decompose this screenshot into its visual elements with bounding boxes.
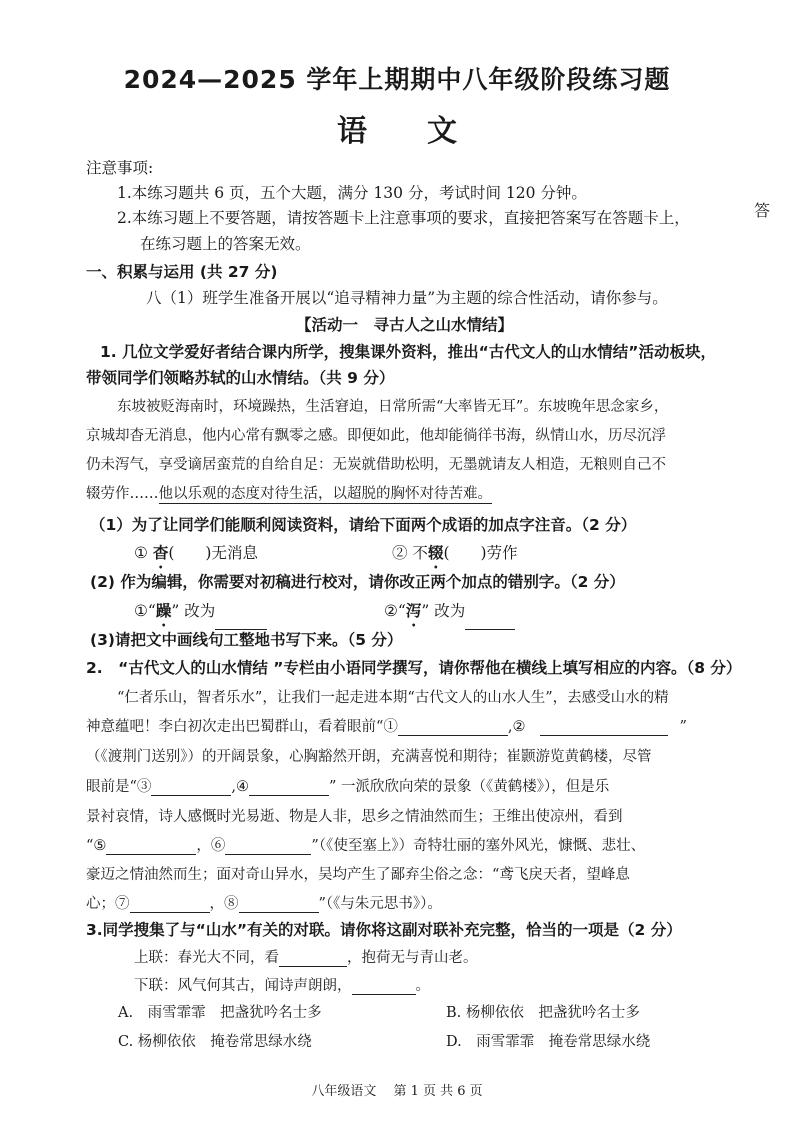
q2-text: ” xyxy=(679,719,687,735)
answer-blank-1[interactable] xyxy=(398,721,508,736)
q3-lower-couplet xyxy=(134,974,430,995)
q3-stem: 3.同学搜集了与“山水”有关的对联。请你将这副对联补充完整，恰当的一项是（2 分） xyxy=(86,921,682,939)
answer-blank-6[interactable] xyxy=(225,840,311,855)
q1-stem: 1. 几位文学爱好者结合课内所学，搜集课外资料，推出“古代文人的山水情结”活动板块， xyxy=(100,343,716,361)
q3-upper-couplet xyxy=(134,946,478,967)
q2-line: （《渡荆门送别》）的开阔景象，心胸豁然开朗，充满喜悦和期待；崔颢游览黄鹤楼，尽管 xyxy=(86,749,652,765)
answer-blank-2[interactable] xyxy=(540,721,668,736)
q2-text: 眼前是“③ xyxy=(86,779,152,795)
item-prefix: ②“ xyxy=(384,602,406,620)
q2-line xyxy=(86,715,687,736)
q2-line xyxy=(86,892,442,913)
q2-line xyxy=(86,834,645,855)
q1-sub-2-item-a xyxy=(134,599,267,630)
idiom-rest: 劳作 xyxy=(486,544,518,562)
answer-blank-3[interactable] xyxy=(151,781,231,796)
notice-item-1: 1.本练习题共 6 页，五个大题，满分 130 分，考试时间 120 分钟。 xyxy=(117,184,587,202)
page-footer: 八年级语文 第 1 页 共 6 页 xyxy=(311,1084,483,1099)
idiom-rest: 无消息 xyxy=(211,544,258,562)
q3-option-c[interactable]: C. 杨柳依依 掩卷常思绿水绕 xyxy=(118,1034,312,1050)
answer-blank-7[interactable] xyxy=(130,898,210,913)
q3-option-b[interactable]: B. 杨柳依依 把盏犹吟名士多 xyxy=(446,1005,640,1021)
answer-blank[interactable] xyxy=(279,952,347,967)
notice-item-2: 2.本练习题上不要答题，请按答题卡上注意事项的要求，直接把答案写在答题卡上， xyxy=(117,209,690,227)
notice-item-2-cont: 在练习题上的答案无效。 xyxy=(140,235,311,253)
q2-line: “仁者乐山，智者乐水”，让我们一起走进本期“古代文人的山水人生”，去感受山水的精 xyxy=(117,690,669,706)
q2-line: 豪迈之情油然而生；面对奇山异水，吴均产生了鄙弃尘俗之念：“鸢飞戾天者，望峰息 xyxy=(86,867,630,883)
q3-option-d[interactable]: D. 雨雪霏霏 掩卷常思绿水绕 xyxy=(446,1034,651,1050)
q3-option-a[interactable]: A. 雨雪霏霏 把盏犹吟名士多 xyxy=(118,1005,322,1021)
q2-text: ”（《使至塞上》）奇特壮丽的塞外风光，慷慨、悲壮、 xyxy=(311,838,646,854)
answer-paren[interactable]: ( ) xyxy=(168,544,212,562)
notice-edge-char: 答 xyxy=(753,201,770,220)
answer-blank[interactable] xyxy=(465,615,515,630)
item-suffix: ” 改为 xyxy=(421,602,466,620)
q2-text: 神意蕴吧！李白初次走出巴蜀群山，看着眼前“① xyxy=(86,719,398,735)
q1-sub-1: （1）为了让同学们能顺利阅读资料，请给下面两个成语的加点字注音。（2 分） xyxy=(90,516,637,534)
q2-text: ”（《与朱元思书》）。 xyxy=(318,896,442,912)
notice-heading: 注意事项: xyxy=(86,159,154,177)
q1-passage-text: 辍劳作…… xyxy=(86,486,159,502)
q1-passage-line: 仍未泻气，享受谪居蛮荒的自给自足：无炭就借助松明，无墨就请友人相造，无粮则自己不 xyxy=(86,457,666,473)
section-1-heading: 一、积累与运用 (共 27 分) xyxy=(86,263,278,281)
activity-1-heading: 【活动一 寻古人之山水情结】 xyxy=(296,316,514,334)
q3-text: ，抱荷无与青山老。 xyxy=(347,950,478,966)
q2-text: ” 一派欣欣向荣的景象（《黄鹤楼》），但是乐 xyxy=(329,779,610,795)
item-prefix: ①“ xyxy=(134,602,156,620)
section-1-intro: 八（1）班学生准备开展以“追寻精神力量”为主题的综合性活动，请你参与。 xyxy=(146,289,668,307)
exam-subject: 语文 xyxy=(337,114,517,149)
q1-passage-line xyxy=(86,482,492,504)
q2-text: 心；⑦ xyxy=(86,896,130,912)
q1-sub-2: (2) 作为编辑，你需要对初稿进行校对，请你改正两个加点的错别字。（2 分） xyxy=(90,573,625,591)
q3-text: 上联：春光大不同，看 xyxy=(134,950,279,966)
q2-text: ,② xyxy=(507,719,526,735)
answer-blank-8[interactable] xyxy=(239,898,319,913)
q2-line xyxy=(86,775,609,796)
q2-text: ，⑧ xyxy=(209,896,239,912)
q2-stem: 2. “古代文人的山水情结 ”专栏由小语同学撰写，请你帮他在横线上填写相应的内容。（8 分） xyxy=(86,659,742,677)
dotted-char: 躁 xyxy=(155,601,172,620)
item-suffix: ” 改为 xyxy=(171,602,216,620)
exam-title: 2024—2025 学年上期期中八年级阶段练习题 xyxy=(123,65,671,94)
dotted-char: 辍 xyxy=(427,543,444,562)
q1-sub-1-item-b xyxy=(392,541,518,572)
q1-sub-1-item-a xyxy=(134,541,258,572)
underlined-sentence: 他以乐观的态度对待生活，以超脱的胸怀对待苦难。 xyxy=(159,482,493,504)
q1-sub-2-item-b xyxy=(384,599,515,630)
answer-blank[interactable] xyxy=(352,980,416,995)
q1-passage-line: 京城却杳无消息，他内心常有飘零之感。即便如此，他却能徜徉书海，纵情山水，历尽沉浮 xyxy=(86,428,666,444)
q3-text: 。 xyxy=(415,978,430,994)
q1-stem-cont: 带领同学们领略苏轼的山水情结。（共 9 分） xyxy=(86,369,395,387)
item-number: ② 不 xyxy=(392,544,428,562)
answer-paren[interactable]: ( ) xyxy=(443,544,487,562)
q2-text: ，⑥ xyxy=(196,838,226,854)
q2-text: ,④ xyxy=(231,779,250,795)
q3-text: 下联：风气何其古，闻诗声朗朗， xyxy=(134,978,352,994)
dotted-char: 泻 xyxy=(405,601,422,620)
answer-blank-4[interactable] xyxy=(249,781,329,796)
q1-passage-line: 东坡被贬海南时，环境躁热，生活窘迫，日常所需“大率皆无耳”。东坡晚年思念家乡， xyxy=(117,399,669,415)
dotted-char: 杳 xyxy=(152,543,169,562)
answer-blank-5[interactable] xyxy=(106,840,196,855)
q2-line: 景衬哀情，诗人感慨时光易逝、物是人非，思乡之情油然而生；王维出使凉州，看到 xyxy=(86,809,623,825)
q2-text: “⑤ xyxy=(86,838,107,854)
q1-sub-3: (3)请把文中画线句工整地书写下来。（5 分） xyxy=(90,631,403,649)
item-number: ① xyxy=(134,544,148,562)
